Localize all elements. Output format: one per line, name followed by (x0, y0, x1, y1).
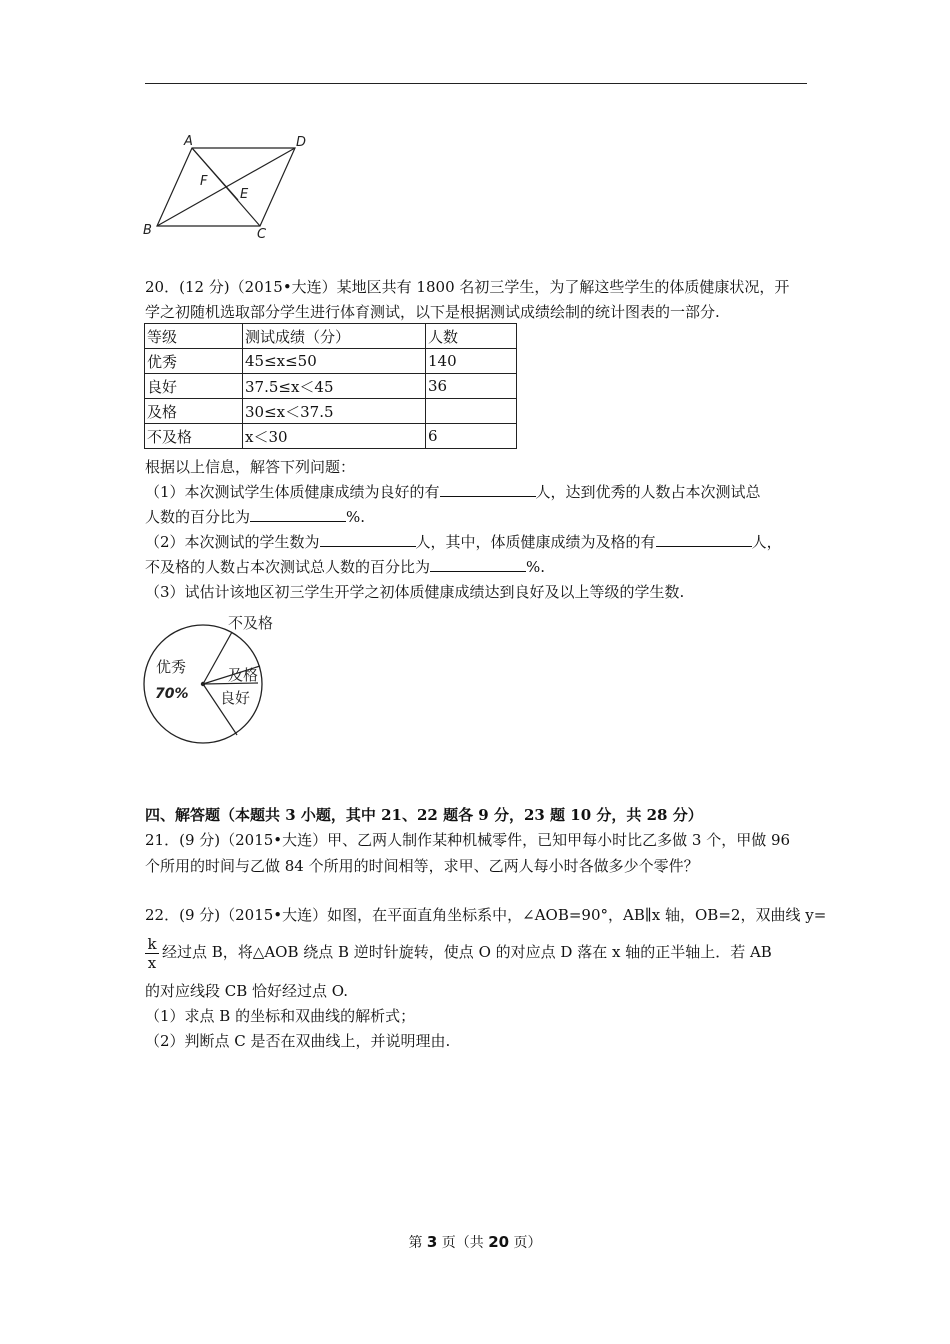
q22-line1: 22．(9 分)（2015•大连）如图，在平面直角坐标系中，∠AOB=90°，AB∥x 轴，OB=2，双曲线 y= (145, 906, 827, 924)
pie-figure (138, 610, 288, 750)
table-cell: 30≤x＜37.5 (243, 399, 426, 424)
answer-blank[interactable] (430, 557, 526, 572)
header-rule (145, 83, 807, 84)
q20-part3: （3）试估计该地区初三学生开学之初体质健康成绩达到良好及以上等级的学生数. (145, 583, 685, 601)
table-cell: 140 (426, 349, 517, 374)
table-cell: 36 (426, 374, 517, 399)
q22-part1: （1）求点 B 的坐标和双曲线的解析式； (145, 1007, 416, 1025)
page-footer: 第 3 页（共 20 页） (408, 1233, 542, 1251)
table-cell: 45≤x≤50 (243, 349, 426, 374)
section-heading: 四、解答题（本题共 3 小题，其中 21、22 题各 9 分，23 题 10 分，共 28 分） (145, 806, 703, 824)
label-e: E (240, 187, 249, 202)
pie-label-youxiu: 优秀 (156, 658, 187, 676)
q20-part1-line2: 人数的百分比为 %. (145, 508, 366, 526)
pie-label-bujige: 不及格 (228, 614, 274, 632)
table-cell: 良好 (145, 374, 243, 399)
q20-part2-line1: （2）本次测试的学生数为 人，其中，体质健康成绩为及格的有 人， (145, 533, 782, 551)
page-total: 20 (488, 1233, 510, 1251)
page-number: 3 (426, 1233, 438, 1251)
pie-label-lianghao: 良好 (220, 689, 251, 707)
table-row (145, 374, 517, 399)
table-cell: 优秀 (145, 349, 243, 374)
table-row (145, 349, 517, 374)
parallelogram-figure (140, 130, 320, 242)
q22-line3: 的对应线段 CB 恰好经过点 O. (145, 982, 348, 1000)
table-cell: 6 (426, 424, 517, 449)
q20-line2: 学之初随机选取部分学生进行体育测试，以下是根据测试成绩绘制的统计图表的一部分. (145, 303, 720, 321)
table-cell (426, 399, 517, 424)
table-header-cell: 等级 (145, 324, 243, 349)
fraction-denominator: x (147, 954, 157, 972)
label-d: D (296, 135, 307, 150)
q20-line1: 20．(12 分)（2015•大连）某地区共有 1800 名初三学生，为了解这些学生的体质健康状况，开 (145, 278, 790, 296)
q20-part2-line2: 不及格的人数占本次测试总人数的百分比为 %. (145, 558, 546, 576)
table-cell: 不及格 (145, 424, 243, 449)
label-f: F (200, 174, 208, 189)
label-a: A (184, 134, 193, 149)
segment-ae (192, 148, 238, 200)
pie-label-jige: 及格 (228, 666, 259, 684)
fraction-k-over-x (145, 936, 159, 971)
table-row (145, 424, 517, 449)
q20-part1-line1: （1）本次测试学生体质健康成绩为良好的有 人，达到优秀的人数占本次测试总 (145, 483, 761, 501)
q20-intro: 根据以上信息，解答下列问题： (145, 458, 356, 476)
q22-part2: （2）判断点 C 是否在双曲线上，并说明理由. (145, 1032, 451, 1050)
table-cell: 及格 (145, 399, 243, 424)
q21-line2: 个所用的时间与乙做 84 个所用的时间相等，求甲、乙两人每小时各做多少个零件？ (145, 857, 699, 875)
q21-line1: 21．(9 分)（2015•大连）甲、乙两人制作某种机械零件，已知甲每小时比乙多做 3 个，甲做 96 (145, 831, 791, 849)
table-header-cell: 人数 (426, 324, 517, 349)
q22-line2: 经过点 B，将△AOB 绕点 B 逆时针旋转，使点 O 的对应点 D 落在 x 轴的正半轴上．若 AB (162, 943, 772, 961)
table-cell: 37.5≤x＜45 (243, 374, 426, 399)
label-c: C (257, 227, 267, 242)
fraction-numerator: k (147, 935, 157, 953)
answer-blank[interactable] (440, 482, 536, 497)
table-row (145, 399, 517, 424)
answer-blank[interactable] (250, 507, 346, 522)
table-header-row (145, 324, 517, 349)
score-table (144, 323, 517, 449)
answer-blank[interactable] (656, 532, 752, 547)
pie-pct-youxiu: 70% (155, 686, 189, 702)
label-b: B (143, 223, 152, 238)
table-cell: x＜30 (243, 424, 426, 449)
answer-blank[interactable] (320, 532, 416, 547)
table-header-cell: 测试成绩（分） (243, 324, 426, 349)
